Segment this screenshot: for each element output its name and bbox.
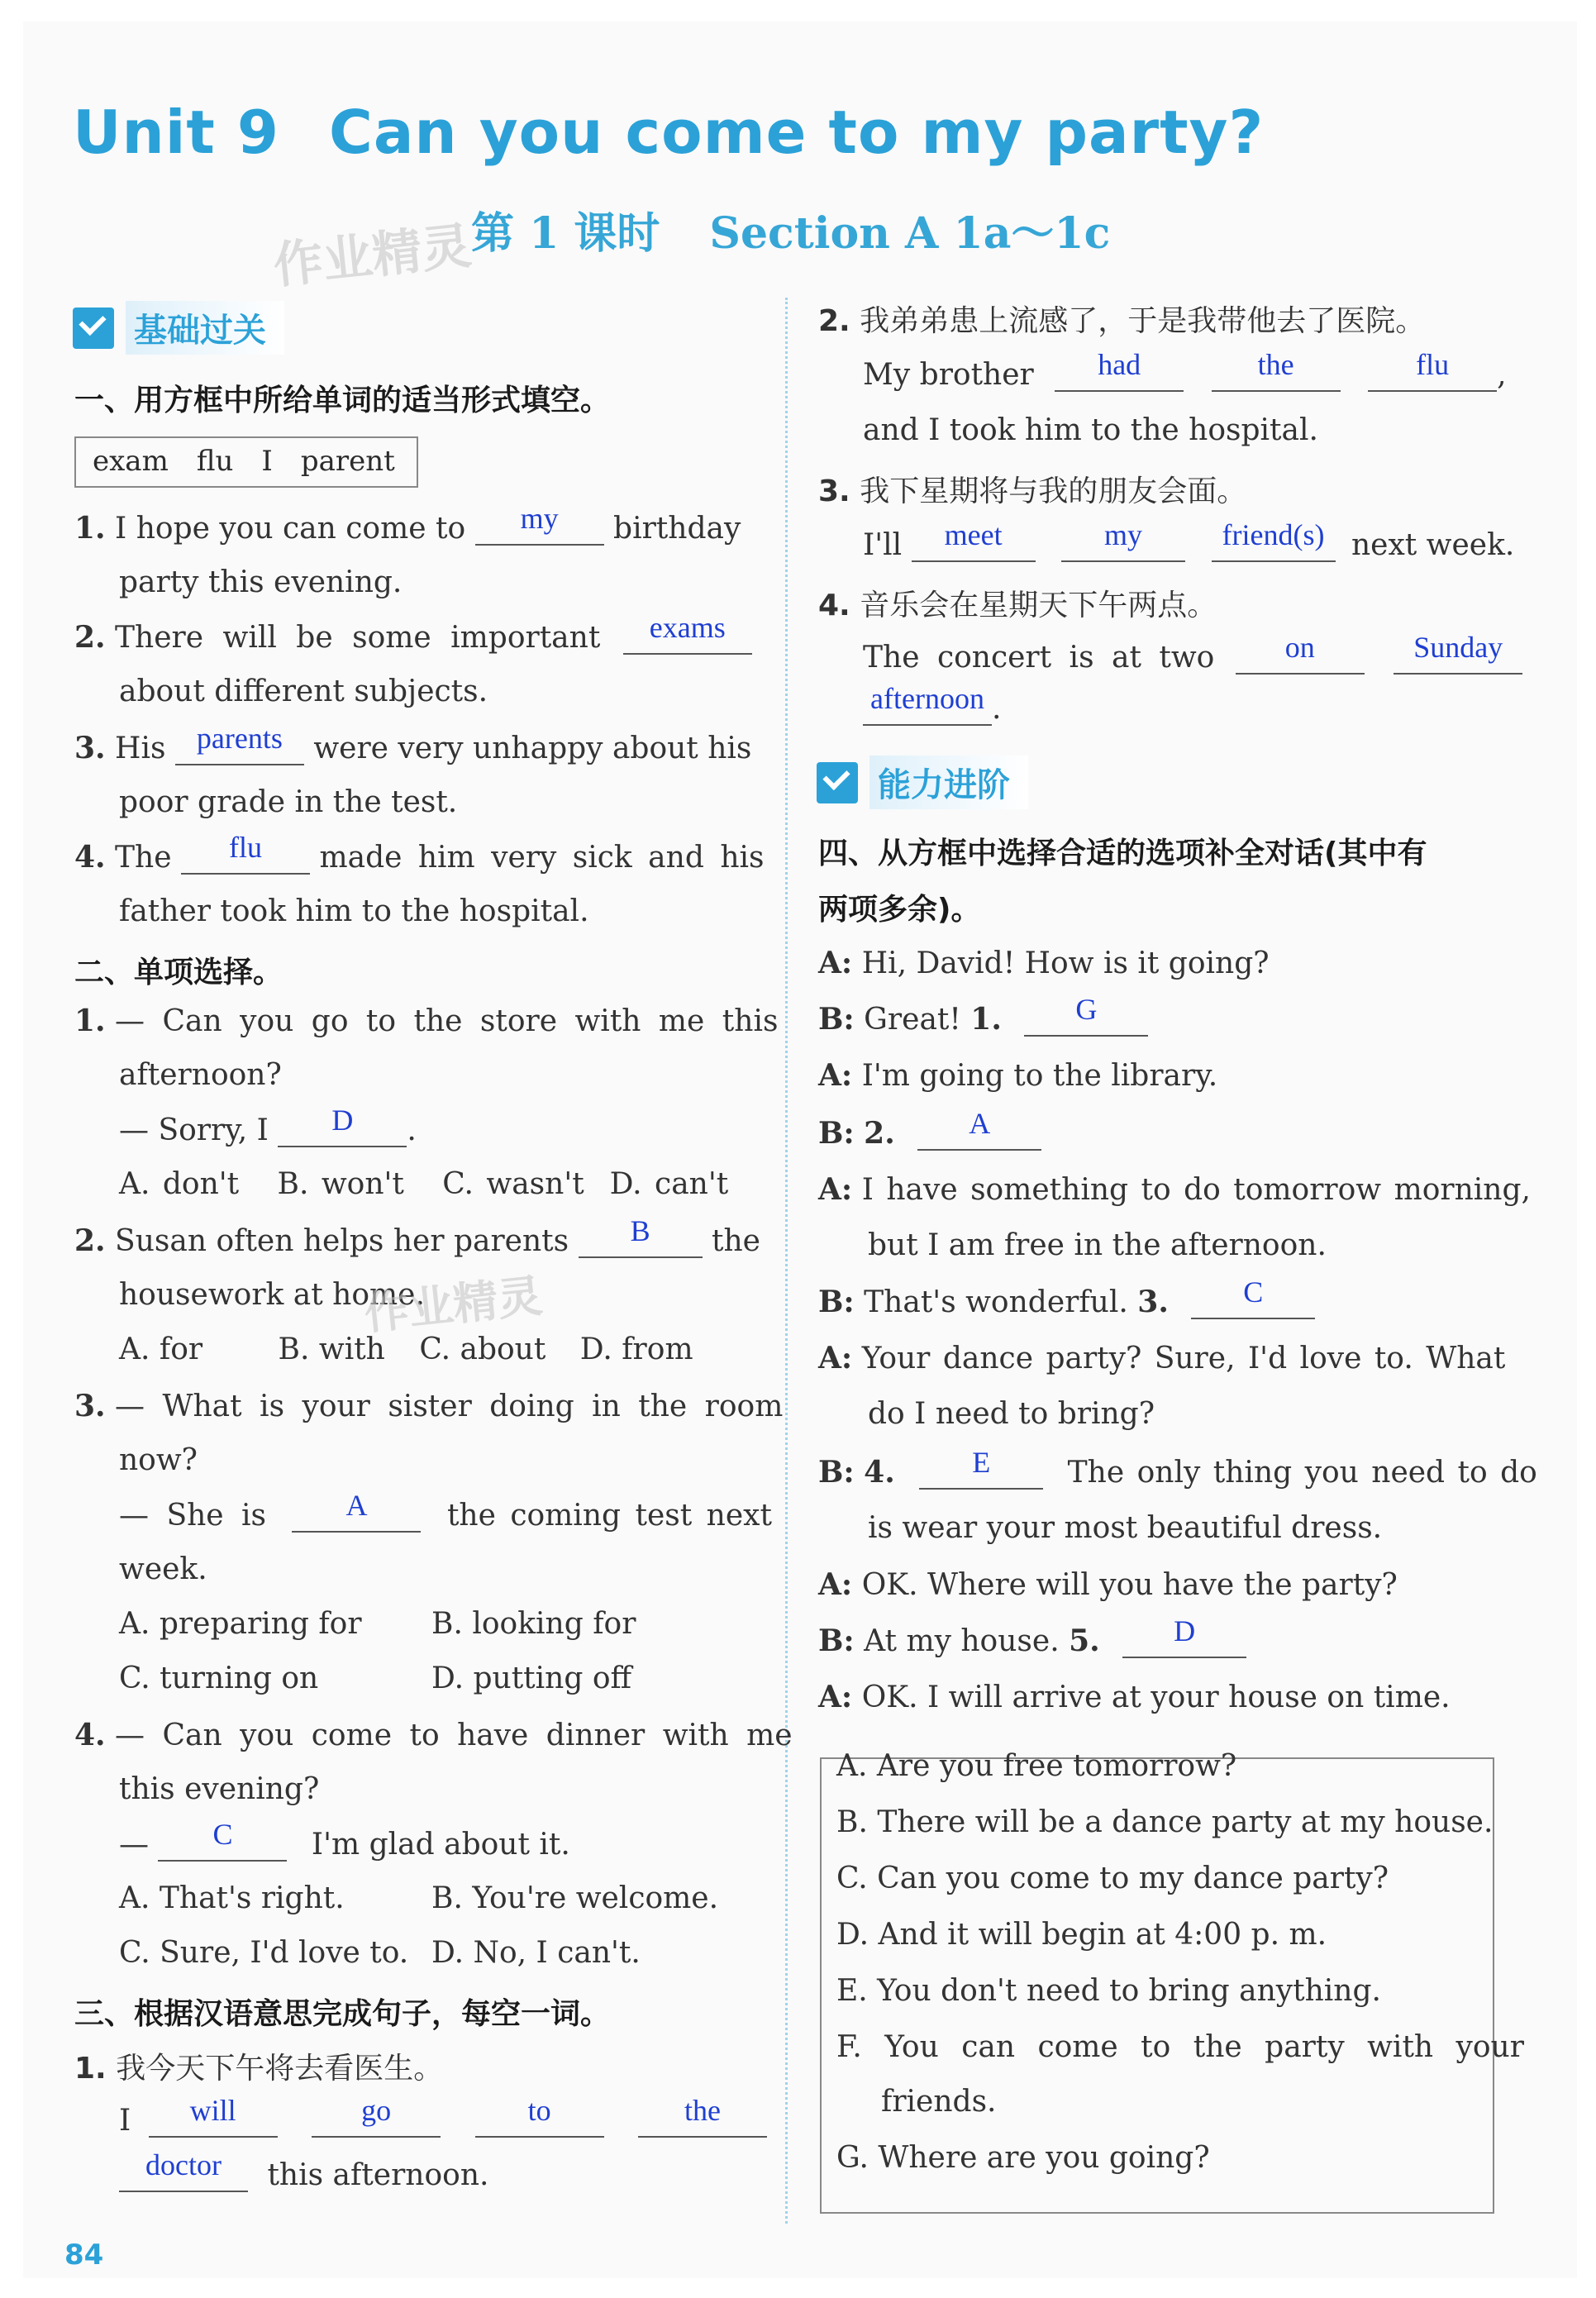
item-number: 3. [74,731,106,765]
answer-text: my [520,502,559,535]
answer-blank[interactable] [1055,348,1184,392]
answer-text: will [189,2094,236,2127]
reply-text: — [119,1828,149,1862]
answer-text: Sunday [1413,631,1503,664]
dialog-line [818,1680,1451,1714]
part2-question-3-option-c[interactable]: C. turning on [119,1662,319,1695]
speaker: A: [818,1567,853,1602]
dialog-text: Your dance party? Sure, I'd love to. What [861,1342,1506,1375]
option[interactable]: C. wasn't [442,1167,584,1201]
answer-blank[interactable] [1191,1275,1315,1319]
part1-item-3-cont: poor grade in the test. [119,785,458,819]
speaker: A: [818,1058,853,1093]
advanced-section-title: 能力进阶 [869,756,1028,809]
dialog-line-cont: do I need to bring? [868,1397,1155,1431]
answer-blank[interactable] [919,1446,1043,1490]
option[interactable]: D. from [579,1333,693,1366]
option-e: E. You don't need to bring anything. [836,1974,1381,2008]
answer-text: go [361,2094,392,2127]
dialog-line [818,946,1270,980]
word-box-item: flu [196,445,234,478]
answer-text: afternoon [870,682,984,715]
sentence-text: this afternoon. [267,2158,489,2192]
chinese-sentence: 我弟弟患上流感了，于是我带他去了医院。 [860,304,1426,338]
part2-question-1-options [119,1167,728,1201]
answer-blank[interactable] [1212,518,1336,562]
part2-question-3 [74,1389,783,1423]
dialog-text: The only thing you need to do [1067,1456,1537,1490]
part2-question-1 [74,1004,778,1038]
answer-text: on [1284,631,1315,664]
part2-question-4-option-b[interactable]: B. You're welcome. [431,1881,719,1915]
blank-number: 2. [864,1116,895,1151]
lesson-title [471,198,1110,260]
answer-text: friend(s) [1222,518,1325,551]
item-number: 4. [74,840,106,875]
part2-question-3-option-b[interactable]: B. looking for [431,1607,636,1641]
dialog-line [818,993,1148,1037]
speaker: B: [818,1002,855,1037]
answer-blank[interactable] [1024,993,1148,1037]
item-number: 2. [74,1223,106,1258]
answer-blank[interactable] [1236,631,1365,675]
part2-question-2-options [119,1333,693,1366]
part3-item-3-answer [863,518,1515,562]
answer-text: G [1075,993,1098,1026]
option-d: D. And it will begin at 4:00 p. m. [836,1918,1327,1952]
option[interactable]: C. about [419,1333,546,1366]
speaker: A: [818,1172,853,1207]
dialog-text: OK. Where will you have the party? [861,1568,1398,1602]
section-label: Section A 1a～1c [709,208,1111,259]
option[interactable]: D. can't [609,1167,729,1201]
part1-item-1-cont: party this evening. [119,565,403,599]
option[interactable]: B. won't [277,1167,404,1201]
dialog-line-cont: but I am free in the afternoon. [868,1228,1327,1262]
part1-item-2 [74,611,752,655]
watermark: 作业精灵 [361,1269,545,1341]
answer-text: flu [1416,348,1450,381]
dialog-text: Hi, David! How is it going? [861,946,1270,980]
dialog-line-cont: is wear your most beautiful dress. [868,1511,1383,1545]
reply-text: — She is [119,1499,267,1533]
answer-text: B [630,1214,650,1247]
reply-text: — Sorry, I [119,1113,269,1147]
question-text: There will be some important [115,621,601,655]
answer-blank[interactable] [1122,1614,1246,1658]
question-text: — Can you come to have dinner with me [115,1719,793,1752]
answer-blank[interactable] [475,2094,604,2138]
question-text: I hope you can come to [115,512,466,546]
part1-item-4 [74,831,765,875]
checkbox-icon [73,308,114,349]
part3-heading: 三、根据汉语意思完成句子，每空一词。 [74,1997,611,2031]
question-text: made him very sick and his [319,841,765,875]
page-number: 84 [64,2238,104,2272]
answer-text: C [1243,1275,1264,1309]
answer-text: parents [196,722,283,755]
part3-item-3 [818,468,1246,510]
answer-text: flu [229,831,263,864]
part3-item-4-answer [863,631,1522,675]
part3-item-1 [74,2045,443,2087]
sentence-text: I'll [863,528,903,562]
item-number: 4. [818,589,850,622]
part2-question-4-option-d[interactable]: D. No, I can't. [431,1936,641,1970]
speaker: B: [818,1285,855,1319]
dialog-line [818,1275,1315,1319]
question-text: birthday [613,512,741,546]
dialog-line [818,1567,1398,1602]
dialog-line [818,1614,1246,1658]
pencil-icon [817,762,858,803]
word-box-item: exam [93,445,169,478]
part3-item-1-answer-cont [119,2148,489,2192]
sentence-text: , [1497,358,1507,392]
answer-blank[interactable] [1212,348,1341,392]
dialog-text: At my house. [864,1624,1070,1658]
part2-question-4 [74,1718,793,1752]
part2-question-3-reply [119,1489,772,1533]
answer-text: meet [944,518,1003,551]
answer-blank[interactable] [278,1104,407,1147]
speaker: A: [818,1680,853,1714]
part3-item-2 [818,298,1425,340]
blank-number: 3. [1137,1285,1169,1319]
dialog-text: That's wonderful. [864,1285,1138,1319]
sentence-text: next week. [1351,528,1515,562]
part2-heading: 二、单项选择。 [74,956,283,989]
answer-blank[interactable] [119,2148,248,2192]
part3-item-2-cont: and I took him to the hospital. [863,413,1318,447]
dialog-text: Great! [864,1003,971,1037]
answer-blank[interactable] [1394,631,1522,675]
answer-text: A [345,1489,368,1522]
blank-number: 1. [970,1002,1002,1037]
question-text: — Can you go to the store with me this [115,1004,779,1038]
dialog-line [818,1446,1537,1490]
reply-text: the coming test next [446,1499,772,1533]
part3-item-4-answer-cont [863,682,1002,726]
part2-question-1-cont: afternoon? [119,1058,282,1092]
option[interactable]: A. don't [119,1167,240,1201]
dialog-line [818,1107,1041,1151]
question-text: His [115,732,166,765]
part2-question-3-option-a[interactable]: A. preparing for [119,1607,362,1641]
item-number: 1. [74,511,106,546]
answer-blank[interactable] [863,682,992,726]
answer-text: D [331,1104,354,1137]
sentence-text: . [992,692,1002,726]
answer-blank[interactable] [149,2094,278,2138]
unit-title [73,98,1264,167]
blank-number: 5. [1069,1623,1100,1658]
answer-blank[interactable] [917,1107,1041,1151]
part3-item-2-answer [863,348,1507,392]
dialog-line [818,1058,1217,1093]
question-text: Susan often helps her parents [115,1224,569,1258]
part2-question-2-cont: housework at home. [119,1278,425,1312]
answer-text: my [1104,518,1143,551]
speaker: A: [818,1341,853,1375]
reply-text: I'm glad about it. [311,1828,570,1862]
chinese-sentence: 音乐会在星期天下午两点。 [860,589,1217,622]
question-text: — What is your sister doing in the room [115,1390,784,1423]
basic-section-header [73,301,284,355]
sentence-text: My brother [863,358,1034,392]
answer-text: doctor [145,2148,222,2181]
watermark: 作业精灵 [270,217,474,296]
answer-text: exams [649,611,726,644]
answer-blank[interactable] [312,2094,441,2138]
answer-text: to [527,2094,551,2127]
answer-text: C [212,1818,233,1851]
dialog-line [818,1172,1531,1207]
option[interactable]: B. with [278,1333,385,1366]
answer-blank[interactable] [181,831,310,875]
item-number: 3. [74,1389,106,1423]
question-text: the [712,1224,760,1258]
part1-item-1 [74,502,741,546]
item-number: 2. [818,304,850,338]
part4-heading-line2: 两项多余)。 [818,893,981,927]
option-a: A. Are you free tomorrow? [836,1749,1237,1783]
question-text: were very unhappy about his [313,732,752,765]
option-c: C. Can you come to my dance party? [836,1862,1389,1895]
word-box-item: parent [300,445,395,478]
unit-label: Unit 9 [73,98,279,167]
option-b: B. There will be a dance party at my house. [836,1805,1494,1839]
part2-question-3-cont: now? [119,1443,198,1477]
option[interactable]: A. for [119,1333,203,1366]
item-number: 4. [74,1718,106,1752]
answer-blank[interactable] [623,611,752,655]
speaker: A: [818,946,853,980]
answer-blank[interactable] [638,2094,767,2138]
dialog-text: I have something to do tomorrow morning, [861,1173,1531,1207]
blank-number: 4. [864,1455,895,1490]
answer-blank[interactable] [579,1214,703,1258]
speaker: B: [818,1623,855,1658]
part2-question-1-reply: — Sorry, I D . [119,1104,417,1147]
part2-question-4-cont: this evening? [119,1772,320,1806]
option-g: G. Where are you going? [836,2141,1210,2175]
part2-question-4-option-a[interactable]: A. That's right. [119,1881,345,1915]
speaker: B: [818,1455,855,1490]
answer-blank[interactable] [158,1818,287,1862]
answer-blank[interactable] [475,502,604,546]
item-number: 2. [74,620,106,655]
column-divider [785,298,788,2224]
part2-question-4-option-c[interactable]: C. Sure, I'd love to. [119,1936,409,1970]
part1-heading: 一、用方框中所给单词的适当形式填空。 [74,384,611,417]
basic-section-title: 基础过关 [126,301,284,355]
answer-blank[interactable] [292,1489,421,1533]
part3-item-4 [818,582,1217,624]
dialog-text: OK. I will arrive at your house on time. [861,1681,1451,1714]
answer-blank[interactable] [912,518,1036,562]
answer-text: A [969,1107,991,1140]
part1-item-2-cont: about different subjects. [119,675,488,708]
answer-text: the [684,2094,722,2127]
answer-blank[interactable] [175,722,304,765]
part2-question-2 [74,1214,760,1258]
answer-text: E [972,1446,991,1479]
chinese-sentence: 我下星期将与我的朋友会面。 [860,474,1247,508]
part1-item-4-cont: father took him to the hospital. [119,894,589,928]
word-box-item: I [261,445,273,478]
option-f: F. You can come to the party with your [836,2030,1524,2064]
speaker: B: [818,1116,855,1151]
answer-text: D [1174,1614,1196,1647]
item-number: 1. [74,1004,106,1038]
dialog-text: I'm going to the library. [861,1059,1218,1093]
question-text: The [115,841,172,875]
item-number: 3. [818,474,850,508]
item-number: 1. [74,2052,107,2086]
unit-name: Can you come to my party? [328,98,1265,167]
answer-blank[interactable] [1061,518,1185,562]
part4-heading-line1: 四、从方框中选择合适的选项补全对话(其中有 [818,837,1427,870]
sentence-text: The concert is at two [863,641,1215,675]
part2-question-3-option-d[interactable]: D. putting off [431,1662,632,1695]
answer-blank[interactable] [1368,348,1497,392]
lesson-number: 第 1 课时 [471,208,660,259]
part3-item-1-answer [119,2094,767,2138]
word-box [74,436,418,488]
advanced-section-header [817,756,1028,809]
part1-item-3 [74,722,752,765]
dialog-line [818,1341,1505,1375]
sentence-text: I [119,2104,131,2138]
option-f-cont: friends. [881,2085,997,2119]
answer-text: had [1098,348,1141,381]
part2-question-4-reply [119,1818,570,1862]
part2-question-3-cont2: week. [119,1552,207,1586]
answer-text: the [1257,348,1294,381]
chinese-sentence: 我今天下午将去看医生。 [116,2052,444,2086]
